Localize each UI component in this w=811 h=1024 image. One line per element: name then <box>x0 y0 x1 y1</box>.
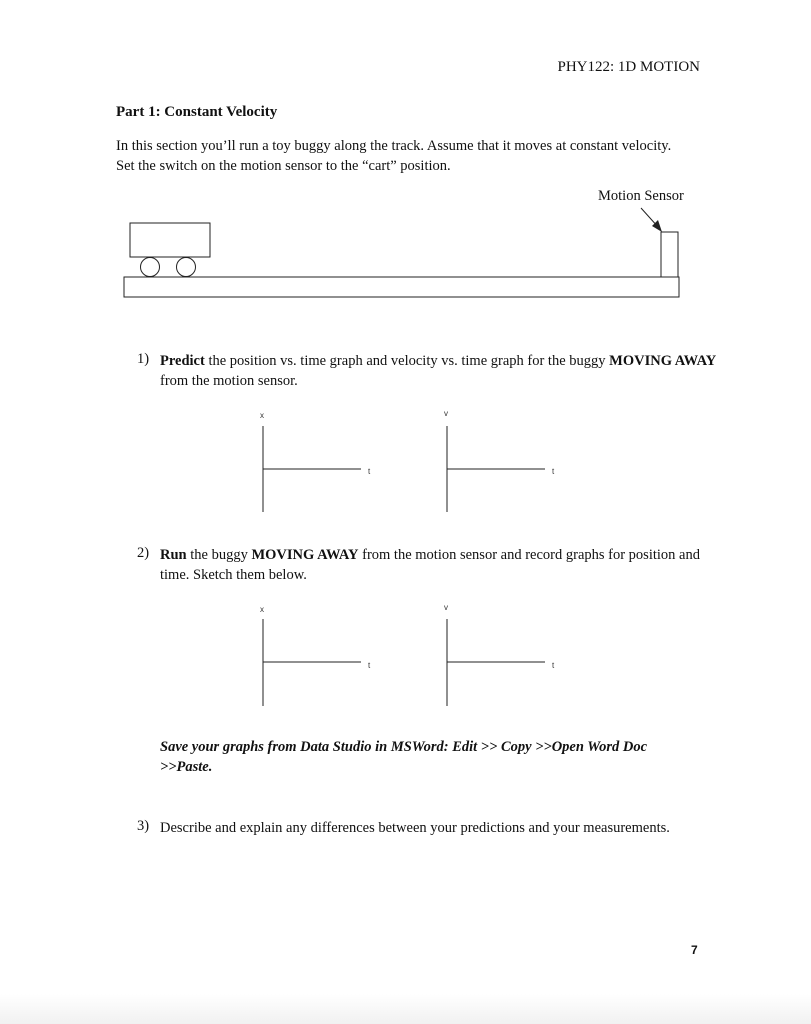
question-2-text <box>160 545 720 585</box>
course-header: PHY122: 1D MOTION <box>557 59 700 75</box>
question-1-bold-tail: MOVING AWAY <box>609 353 717 369</box>
q1-position-t-label: t <box>368 467 371 476</box>
note-line-1: Save your graphs from Data Studio in MSWord: Edit >> Copy >>Open Word Doc <box>160 739 648 755</box>
save-graphs-note <box>160 737 647 777</box>
buggy-body <box>130 223 210 257</box>
question-1-mid: the position vs. time graph and velocity vs. time graph for the buggy <box>204 353 610 369</box>
question-3-text: Describe and explain any differences between your predictions and your measurements. <box>160 820 670 836</box>
question-2-mid: the buggy <box>186 547 252 563</box>
question-2-bold-lead: Run <box>160 547 187 563</box>
question-2-end: from the motion sensor and record graphs for position and time. Sketch them below. <box>160 547 700 583</box>
page-bottom-shadow <box>0 994 811 1024</box>
q2-velocity-t-label: t <box>552 661 555 670</box>
section-title: Part 1: Constant Velocity <box>116 104 278 120</box>
buggy-wheel-rear <box>141 258 160 277</box>
q1-velocity-t-label: t <box>552 467 555 476</box>
question-2-number: 2) <box>137 545 150 561</box>
motion-sensor-label: Motion Sensor <box>598 188 684 204</box>
q2-position-t-label: t <box>368 661 371 670</box>
q1-velocity-y-label: v <box>444 409 448 418</box>
q2-position-y-label: x <box>260 605 264 614</box>
question-3-number: 3) <box>137 818 150 834</box>
motion-sensor-box <box>661 232 678 277</box>
question-2-bold-mid: MOVING AWAY <box>251 547 359 563</box>
question-1-bold-lead: Predict <box>160 353 205 369</box>
buggy-wheel-front <box>177 258 196 277</box>
intro-line-1: In this section you’ll run a toy buggy along the track. Assume that it moves at constant velocity. <box>116 138 672 154</box>
q1-position-y-label: x <box>260 411 264 420</box>
page-number: 7 <box>691 943 698 957</box>
question-1-number: 1) <box>137 351 150 367</box>
sensor-pointer-line <box>641 208 659 228</box>
question-1-text <box>160 351 720 391</box>
note-line-2: >>Paste. <box>160 759 213 775</box>
q2-velocity-y-label: v <box>444 603 448 612</box>
section-intro <box>116 136 716 176</box>
track <box>124 277 679 297</box>
sensor-pointer-arrowhead <box>652 220 662 232</box>
intro-line-2: Set the switch on the motion sensor to the “cart” position. <box>116 158 451 174</box>
question-1-end: from the motion sensor. <box>160 373 298 389</box>
